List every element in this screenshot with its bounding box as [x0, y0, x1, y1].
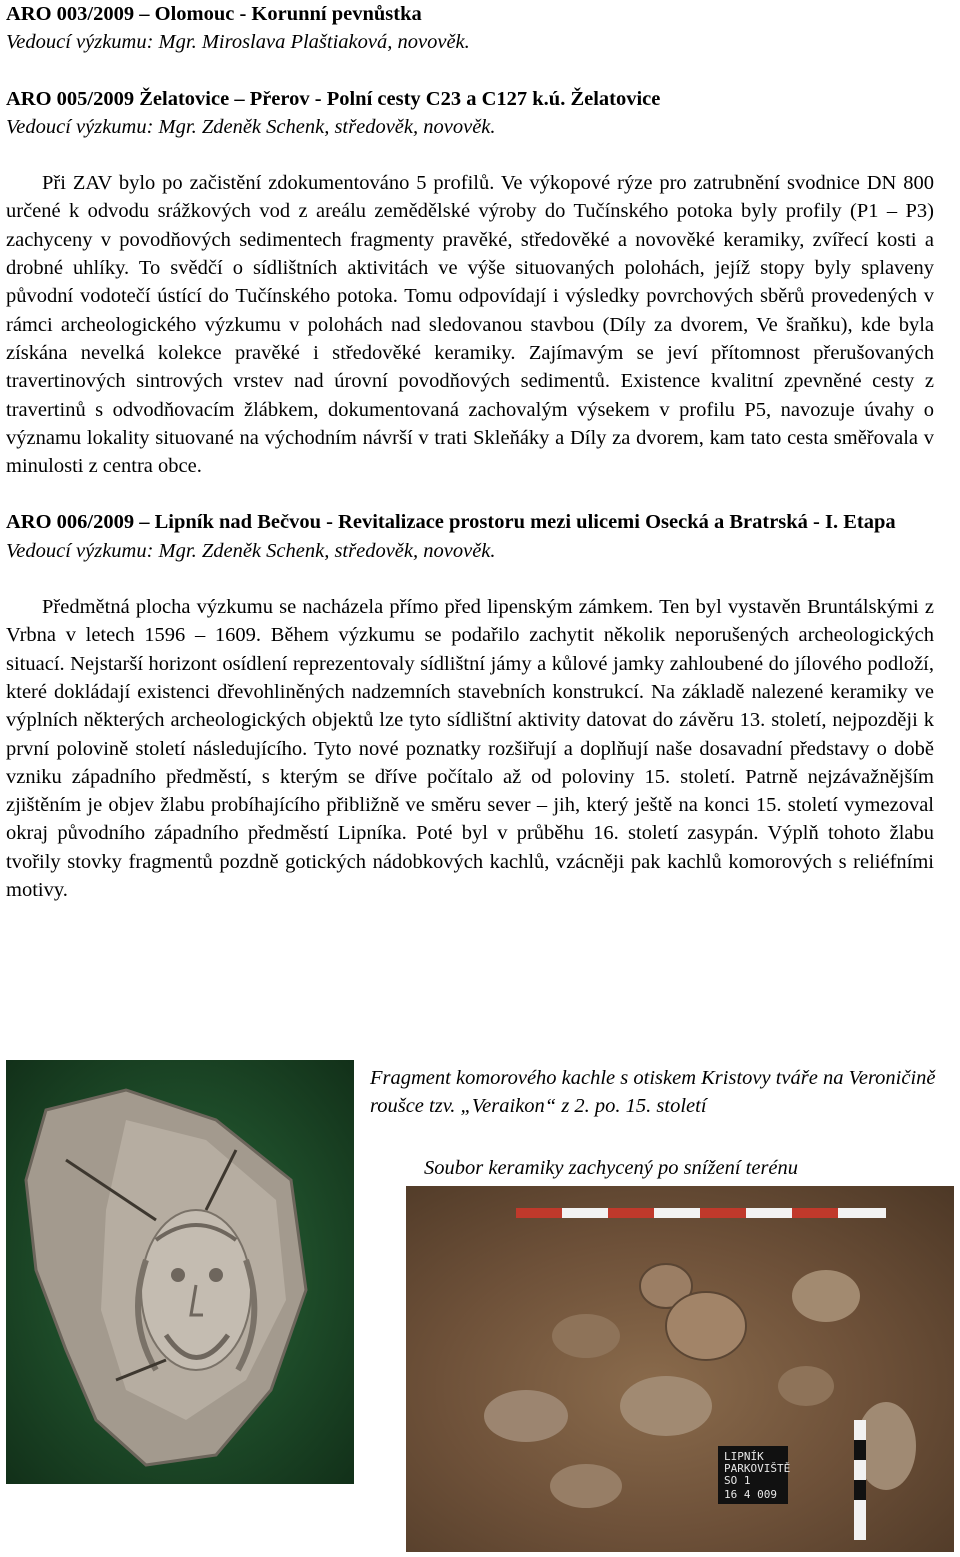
figure-caption-veraikon: Fragment komorového kachle s otiskem Kristovy tváře na Veroničině roušce tzv. „Veraikon“ z 2. po. 15. století [370, 1067, 936, 1118]
section-leader-aro-005: Vedoucí výzkumu: Mgr. Zdeněk Schenk, středověk, novověk. [6, 115, 496, 138]
board-line-4: 16 4 009 [724, 1488, 777, 1501]
section-paragraph-aro-006: Předmětná plocha výzkumu se nacházela přímo před lipenským zámkem. Ten byl vystavěn Bruntálskými z Vrbna v letech 1596 – 1609. Během výzkumu se podařilo zachytit několik neporušených archeologických situací. Nejstarší horizont osídlení reprezentovaly sídlištní jámy a kůlové jamky zahloubené do jílového podloží, které dokládají existenci dřevohliněných nadzemních stavebních konstrukcí. Na základě nalezené keramiky ve výplních některých archeologických objektů lze tyto sídlištní aktivity datovat do závěru 13. století, nejpozději k první polovině století následujícího. Tyto nové poznatky rozšiřují a doplňují naše dosavadní představy o době vzniku západního předměstí, s kterým se dříve počítalo až od poloviny 15. století. Patrně nejzávažnějším zjištěním je objev žlabu probíhajícího přibližně ve směru sever – jih, který ještě na konci 15. století vymezoval okraj původního západního předměstí Lipníka. Poté byl v průběhu 16. století zasypán. Výplň tohoto žlabu tvořily stovky fragmentů pozdně gotických nádobkových kachlů, vzácněji pak kachlů komorových s reliéfními motivy. [6, 596, 934, 902]
ceramics-excavation-photo [406, 1186, 954, 1552]
section-heading-aro-006: ARO 006/2009 – Lipník nad Bečvou - Revitalizace prostoru mezi ulicemi Osecká a Bratrská - I. Etapa [6, 511, 896, 534]
board-line-3: SO 1 [724, 1474, 751, 1487]
stove-tile-illustration [6, 1060, 354, 1484]
section-paragraph-aro-005: Při ZAV bylo po začistění zdokumentováno 5 profilů. Ve výkopové rýze pro zatrubnění svodnice DN 800 určené k odvodu srážkových vod z areálu zemědělské výroby do Tučínského potoka byly profily (P1 – P3) zachyceny v povodňových sedimentech fragmenty pravěké, středověké a novověké keramiky, zvířecí kosti a drobné uhlíky. To svědčí o sídlištních aktivitách ve výše situovaných polohách, jejíž stopy byly splaveny původní vodotečí ústící do Tučínského potoka. Tomu odpovídají i výsledky povrchových sběrů provedených v rámci archeologického výzkumu v polohách nad sledovanou stavbou (Díly za dvorem, Ve šraňku), kde byla získána nevelká kolekce pravěké i středověké keramiky. Zajímavým se jeví přítomnost přerušovaných travertinových sintrových vrstev nad úrovní povodňových sedimentů. Existence kvalitní zpevněné cesty z travertinů s odvodňovacím žlábkem, dokumentovaná zachovalým výsekem v profilu P5, navozuje úvahy o významu lokality situované na východním návrší v trati Skleňáky a Díly za dvorem, kam tato cesta směřovala v minulosti z centra obce. [6, 172, 934, 478]
board-line-1: LIPNÍK [724, 1450, 764, 1463]
section-leader-aro-006: Vedoucí výzkumu: Mgr. Zdeněk Schenk, středověk, novověk. [6, 539, 496, 562]
section-heading-aro-005: ARO 005/2009 Želatovice – Přerov - Polní cesty C23 a C127 k.ú. Želatovice [6, 87, 661, 110]
section-heading-aro-003: ARO 003/2009 – Olomouc - Korunní pevnůstka [6, 3, 422, 25]
board-line-2: PARKOVIŠTĚ [724, 1462, 791, 1475]
document-page [6, 0, 934, 904]
figure-caption-ceramics: Soubor keramiky zachycený po snížení terénu [424, 1157, 799, 1179]
section-leader-aro-003: Vedoucí výzkumu: Mgr. Miroslava Plaštiaková, novověk. [6, 31, 470, 54]
stove-tile-photo [6, 1060, 354, 1484]
excavation-illustration [406, 1186, 954, 1552]
